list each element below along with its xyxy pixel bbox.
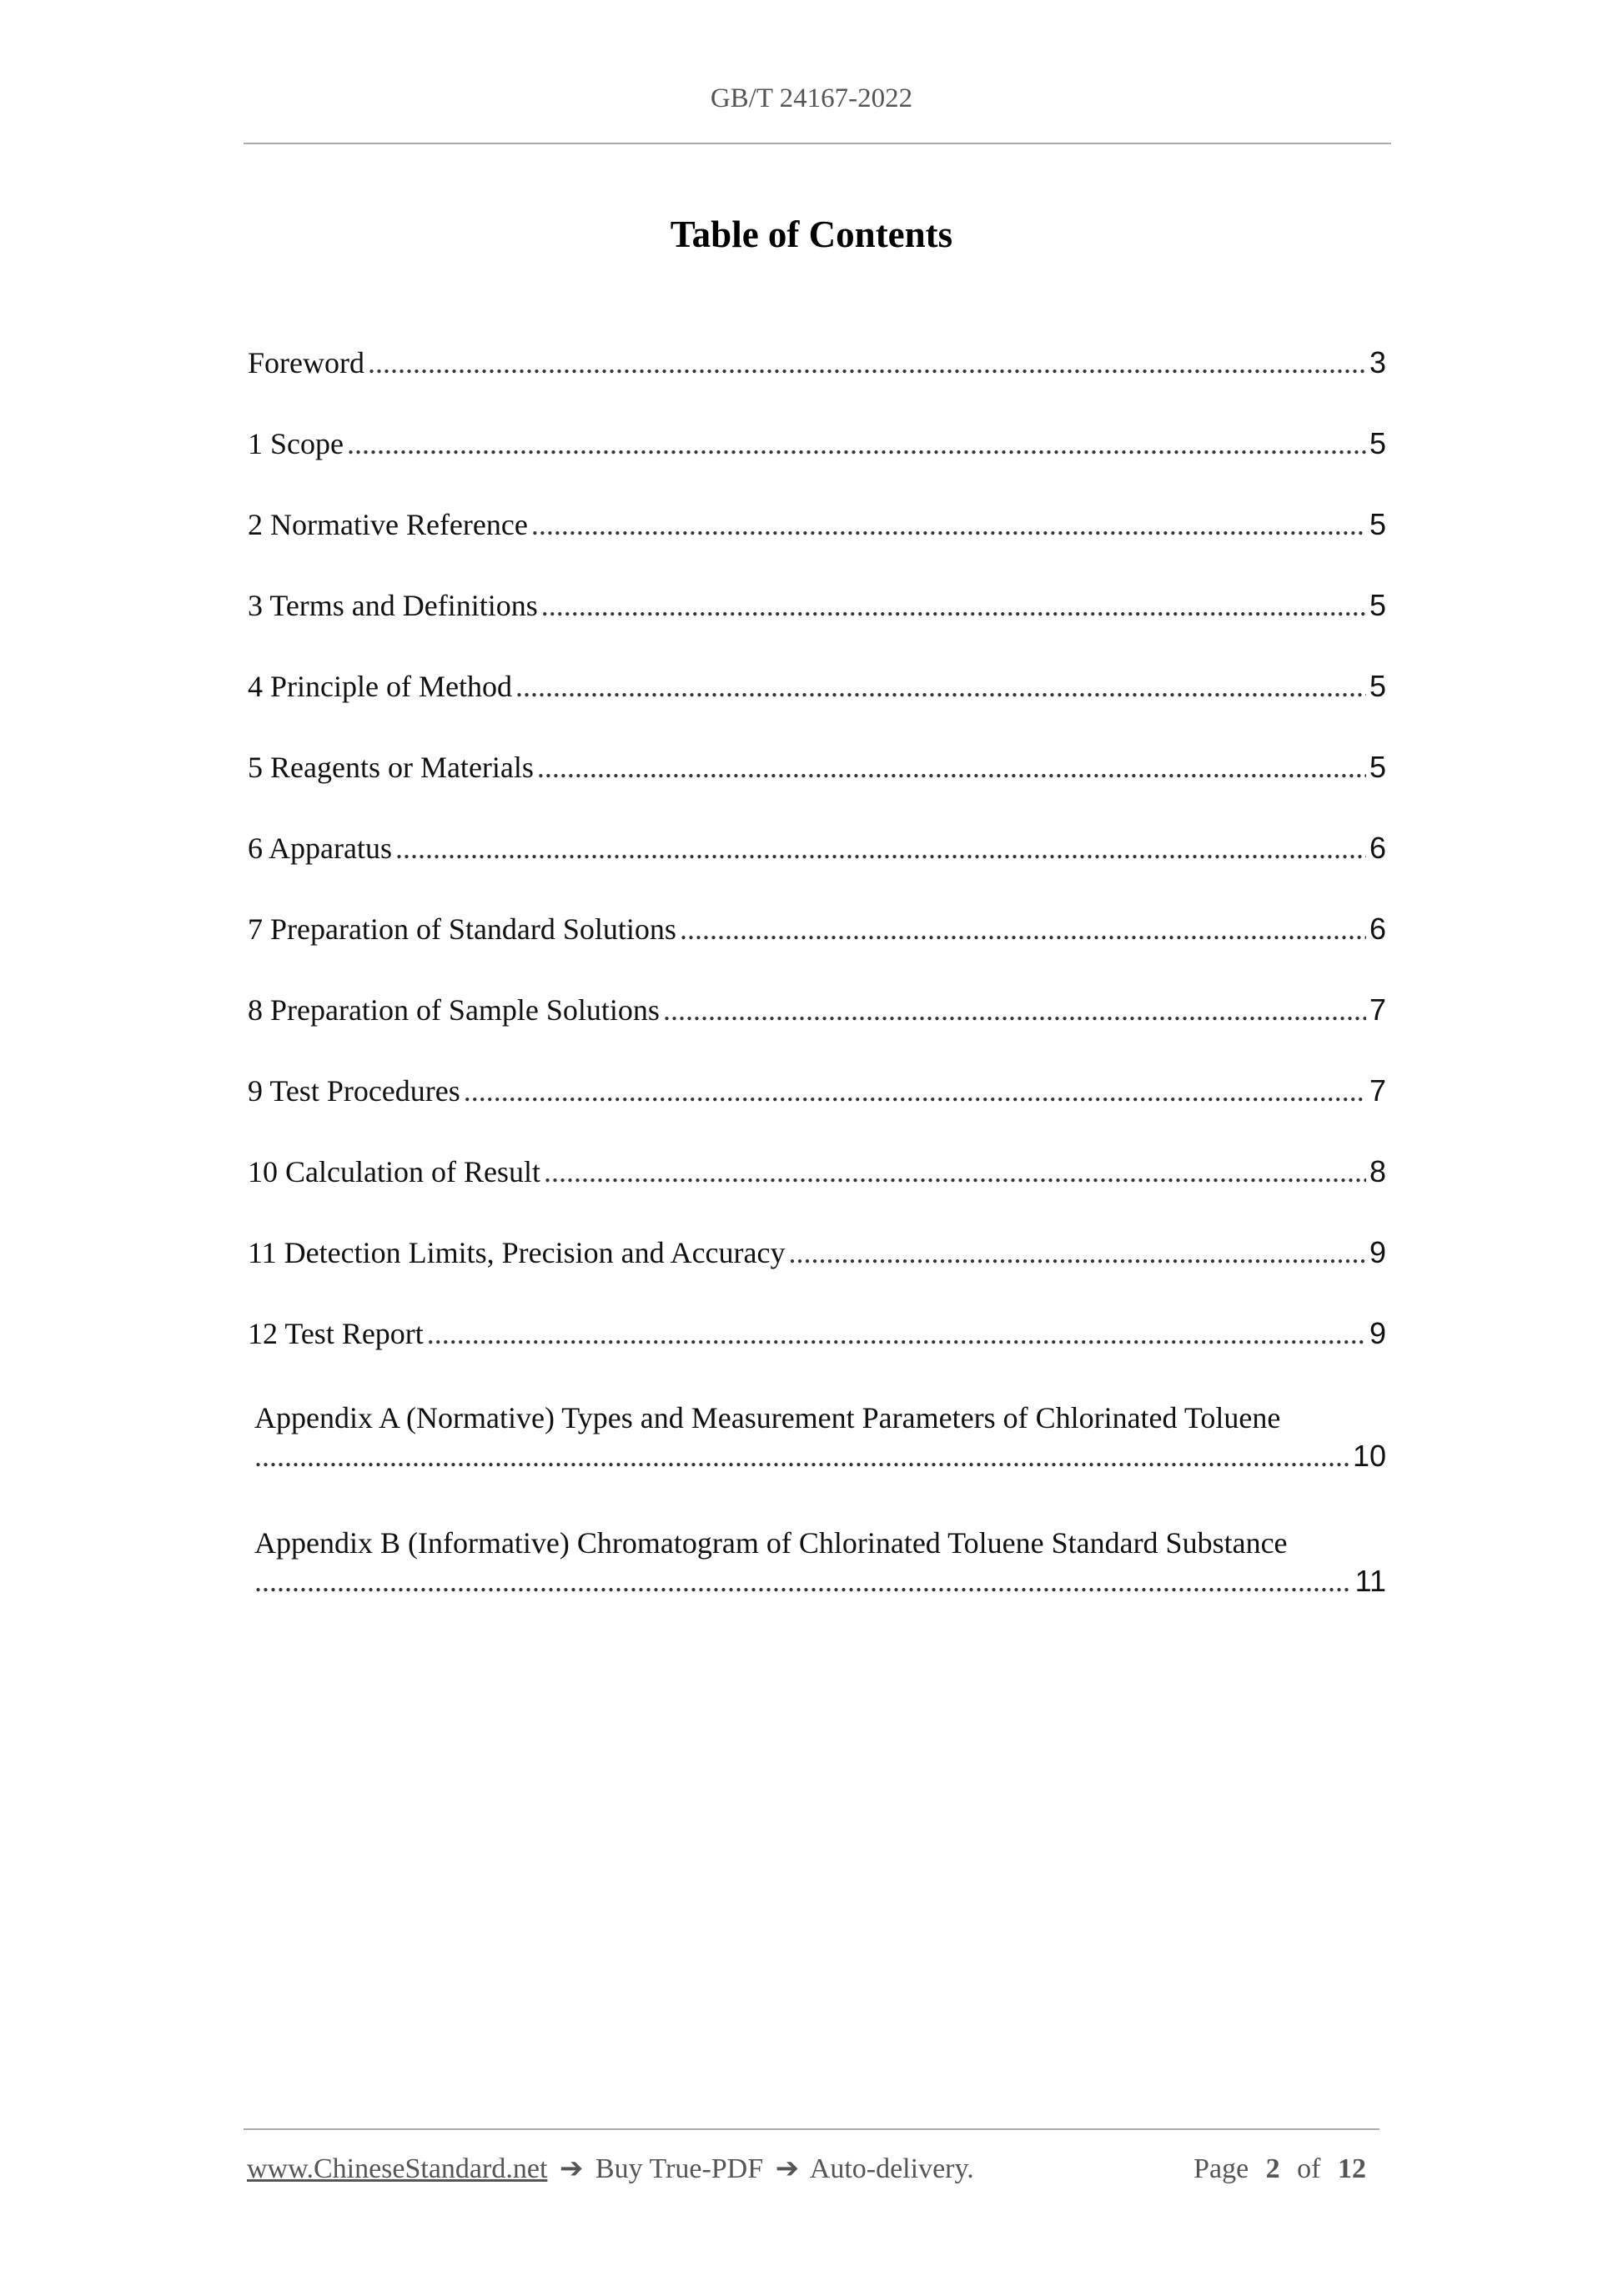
toc-entry-label: 4 Principle of Method — [248, 670, 512, 703]
dot-leader — [680, 912, 1366, 947]
toc-entry-page: 8 — [1369, 1154, 1386, 1188]
header-divider — [244, 143, 1391, 144]
toc-entry-page: 9 — [1369, 1316, 1386, 1350]
toc-entry-label: 7 Preparation of Standard Solutions — [248, 912, 676, 946]
toc-entry-sample-solutions[interactable] — [248, 992, 1386, 1073]
toc-entry-calculation-of-result[interactable] — [248, 1154, 1386, 1235]
arrow-right-icon: ➔ — [775, 2153, 800, 2184]
toc-entry-apparatus[interactable] — [248, 831, 1386, 912]
page-total: 12 — [1338, 2153, 1366, 2184]
dot-leader — [788, 1235, 1365, 1270]
toc-entry-normative-reference[interactable] — [248, 507, 1386, 588]
dot-leader — [531, 507, 1366, 542]
toc-entry-page: 6 — [1369, 912, 1386, 946]
toc-entry-label: 12 Test Report — [248, 1317, 424, 1350]
toc-list — [248, 345, 1386, 1647]
dot-leader — [464, 1073, 1366, 1108]
toc-entry-terms-definitions[interactable] — [248, 588, 1386, 669]
toc-entry-detection-limits[interactable] — [248, 1235, 1386, 1316]
toc-entry-page: 5 — [1369, 507, 1386, 541]
toc-entry-page: 9 — [1369, 1235, 1386, 1269]
dot-leader — [544, 1154, 1366, 1189]
dot-leader — [368, 345, 1366, 380]
toc-entry-label: 1 Scope — [248, 427, 344, 460]
toc-entry-page: 11 — [1354, 1564, 1386, 1598]
footer-promo — [247, 2152, 974, 2185]
page-word: Page — [1193, 2153, 1249, 2184]
toc-entry-standard-solutions[interactable] — [248, 912, 1386, 992]
dot-leader — [347, 426, 1366, 461]
of-word: of — [1297, 2153, 1321, 2184]
arrow-right-icon: ➔ — [559, 2153, 584, 2184]
toc-entry-page: 5 — [1369, 669, 1386, 703]
toc-entry-page: 3 — [1369, 345, 1386, 379]
toc-entry-test-procedures[interactable] — [248, 1073, 1386, 1154]
auto-delivery-text: Auto-delivery. — [809, 2153, 974, 2184]
toc-entry-page: 7 — [1369, 1073, 1386, 1108]
dot-leader — [537, 750, 1366, 785]
toc-entry-page: 5 — [1369, 426, 1386, 460]
dot-leader — [254, 1439, 1349, 1474]
toc-entry-page: 6 — [1369, 831, 1386, 865]
toc-entry-test-report[interactable] — [248, 1316, 1386, 1397]
toc-entry-foreword[interactable] — [248, 345, 1386, 426]
toc-entry-page: 5 — [1369, 750, 1386, 784]
toc-entry-label: 11 Detection Limits, Precision and Accuracy — [248, 1236, 786, 1269]
toc-entry-label: 3 Terms and Definitions — [248, 589, 538, 622]
toc-entry-label: 6 Apparatus — [248, 831, 392, 865]
toc-entry-label: Appendix A (Normative) Types and Measurement Parameters of Chlorinated Toluene — [254, 1401, 1281, 1434]
toc-entry-label: Foreword — [248, 346, 364, 379]
toc-entry-scope[interactable] — [248, 426, 1386, 507]
dot-leader — [663, 992, 1366, 1027]
toc-title: Table of Contents — [670, 214, 953, 255]
toc-entry-reagents-materials[interactable] — [248, 750, 1386, 831]
toc-entry-label: 9 Test Procedures — [248, 1074, 460, 1108]
toc-entry-label: 5 Reagents or Materials — [248, 751, 534, 784]
toc-entry-appendix-b[interactable] — [248, 1522, 1386, 1629]
dot-leader — [395, 831, 1366, 866]
toc-entry-principle-of-method[interactable] — [248, 669, 1386, 750]
dot-leader — [515, 669, 1366, 704]
toc-entry-page: 5 — [1369, 588, 1386, 622]
dot-leader — [541, 588, 1366, 623]
dot-leader — [427, 1316, 1366, 1351]
toc-entry-label: 8 Preparation of Sample Solutions — [248, 993, 660, 1027]
toc-entry-label: 2 Normative Reference — [248, 508, 528, 541]
page-footer — [247, 2152, 1376, 2185]
page-number — [1193, 2153, 1376, 2185]
footer-divider — [244, 2128, 1379, 2130]
toc-entry-label: Appendix B (Informative) Chromatogram of Chlorinated Toluene Standard Substance — [254, 1526, 1288, 1560]
buy-pdf-text: Buy True-PDF — [595, 2153, 764, 2184]
dot-leader — [254, 1564, 1352, 1599]
toc-entry-label: 10 Calculation of Result — [248, 1155, 540, 1188]
toc-entry-page: 10 — [1352, 1439, 1386, 1473]
page-current: 2 — [1265, 2153, 1280, 2184]
document-code: GB/T 24167-2022 — [710, 83, 913, 113]
toc-entry-appendix-a[interactable] — [248, 1397, 1386, 1504]
site-link[interactable]: www.ChineseStandard.net — [247, 2153, 548, 2184]
toc-entry-page: 7 — [1369, 992, 1386, 1027]
